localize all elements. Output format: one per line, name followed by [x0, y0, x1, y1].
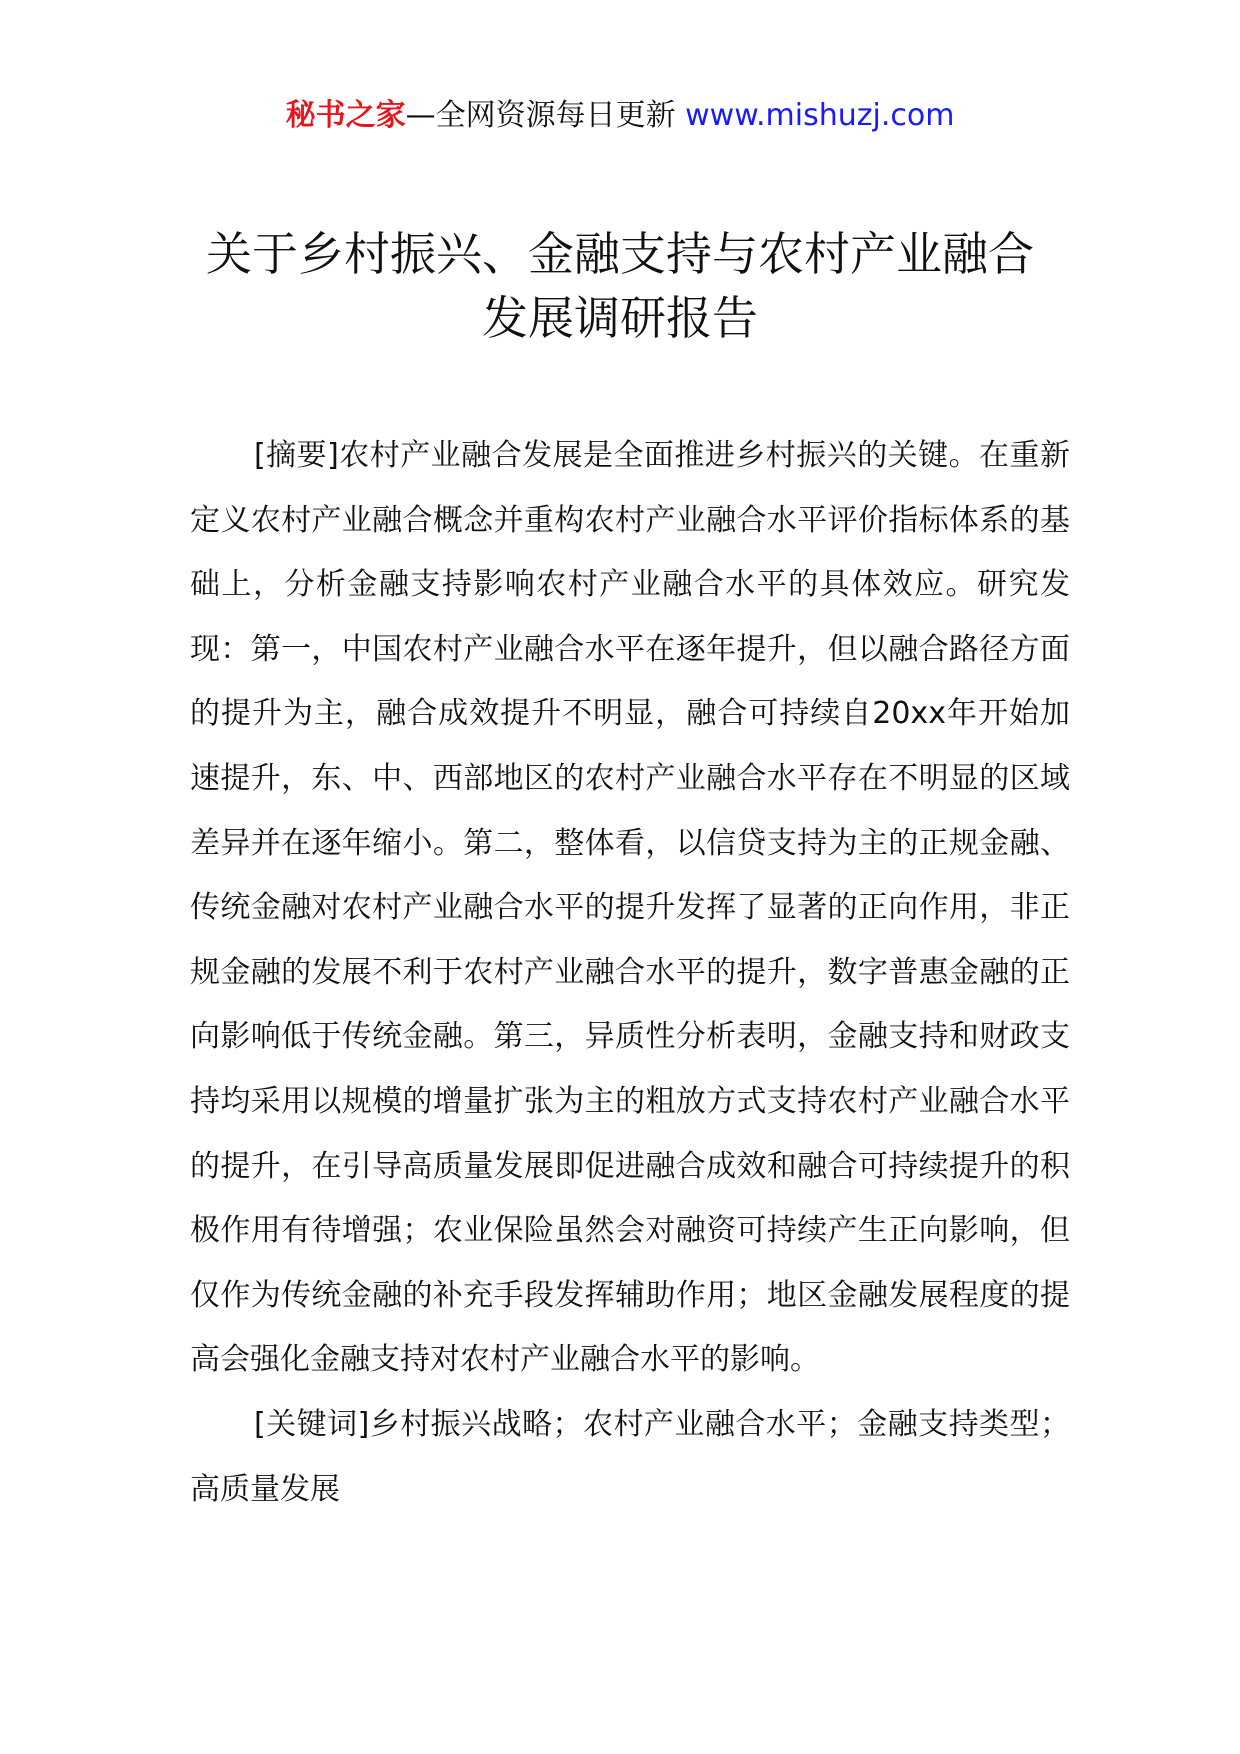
abstract-paragraph: [摘要]农村产业融合发展是全面推进乡村振兴的关键。在重新定义农村产业融合概念并重构农村产业融合水平评价指标体系的基础上，分析金融支持影响农村产业融合水平的具体效应。研究发现：第一，中国农村产业融合水平在逐年提升，但以融合路径方面的提升为主，融合成效提升不明显，融合可持续自20xx年开始加速提升，东、中、西部地区的农村产业融合水平存在不明显的区域差异并在逐年缩小。第二，整体看，以信贷支持为主的正规金融、传统金融对农村产业融合水平的提升发挥了显著的正向作用，非正规金融的发展不利于农村产业融合水平的提升，数字普惠金融的正向影响低于传统金融。第三，异质性分析表明，金融支持和财政支持均采用以规模的增量扩张为主的粗放方式支持农村产业融合水平的提升，在引导高质量发展即促进融合成效和融合可持续提升的积极作用有待增强；农业保险虽然会对融资可持续产生正向影响，但仅作为传统金融的补充手段发挥辅助作用；地区金融发展程度的提高会强化金融支持对农村产业融合水平的影响。	[190, 438, 1070, 1378]
document-title-line-2: 发展调研报告	[482, 291, 758, 345]
keywords-paragraph: [关键词]乡村振兴战略；农村产业融合水平；金融支持类型；高质量发展	[190, 1406, 1070, 1507]
site-url-link[interactable]: www.mishuzj.com	[685, 98, 955, 133]
site-brand: 秘书之家	[285, 98, 406, 133]
document-title-line-1: 关于乡村振兴、金融支持与农村产业融合	[206, 227, 1034, 281]
site-banner	[0, 96, 1240, 136]
site-tagline: —全网资源每日更新	[405, 98, 686, 133]
document-title	[150, 222, 1090, 350]
document-body	[190, 424, 1070, 1522]
